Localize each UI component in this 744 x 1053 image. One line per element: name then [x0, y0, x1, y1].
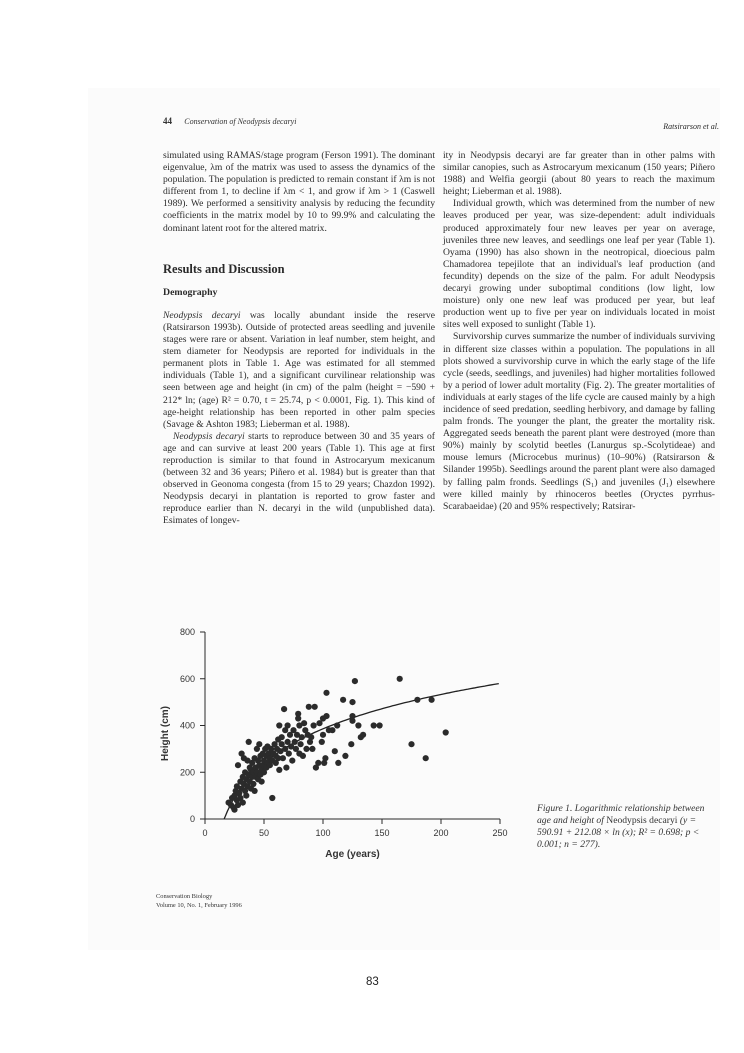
data-point: [269, 795, 275, 801]
species-name: Neodypsis decaryi: [173, 430, 245, 442]
data-point: [377, 722, 383, 728]
data-point: [259, 779, 265, 785]
subsection-heading: Demography: [163, 286, 218, 298]
paragraph-demography: Neodypsis decaryi was locally abundant inside the reserve (Ratsirarson 1993b). Outside of protected areas seedling and juvenile stages were rare or absent. Variation in leaf number, stem height, and stem diameter for Neodypsis are reported for individuals in the permanent plots in Table 1. Age was estimated for all stemmed individuals (Table 1), and a significant curvilinear relationship was seen between age and height (in cm) of the palm (height = −590 + 212* ln; (age) R² = 0.70, t = 25.74, p < 0.0001, Fig. 1). This kind of age-height relationship has been reported in other palm species (Savage & Ashton 1983; Lieberman et al. 1988).: [163, 309, 435, 430]
right-column: [443, 150, 715, 513]
data-point: [292, 739, 298, 745]
figure-caption: Figure 1. Logarithmic relationship between age and height of Neodypsis decaryi (y = 590.91 + 212.08 × ln (x); R² = 0.698; p < 0.001; n = 277).: [537, 803, 705, 850]
data-point: [349, 699, 355, 705]
data-point: [342, 753, 348, 759]
paragraph-reproduction: Neodypsis decaryi starts to reproduce between 30 and 35 years of age and can survive at least 200 years (Table 1). This age at first reproduction is similar to that found in Astrocaryum mexicanum (between 32 and 36 years; Piñero et al. 1984) but is greater than that observed in Geonoma congesta (from 15 to 29 years; Chazdon 1992). Neodypsis decaryi in plantation is reported to grow faster and reproduce earlier than N. decaryi in the wild (unpublished data). Esimates of longev-: [163, 430, 435, 527]
data-point: [281, 706, 287, 712]
data-point: [348, 741, 354, 747]
data-point: [414, 697, 420, 703]
data-point: [295, 715, 301, 721]
data-point: [309, 746, 315, 752]
data-point: [276, 767, 282, 773]
y-tick-label: 200: [179, 767, 195, 778]
x-tick-label: 250: [492, 828, 508, 838]
data-point: [246, 739, 252, 745]
x-tick-label: 150: [374, 828, 390, 838]
data-point: [315, 760, 321, 766]
x-tick-label: 50: [258, 828, 270, 838]
data-point: [360, 732, 366, 738]
data-point: [256, 741, 262, 747]
data-point: [335, 760, 341, 766]
data-point: [352, 678, 358, 684]
data-point: [320, 732, 326, 738]
y-tick-label: 800: [179, 627, 195, 637]
data-point: [319, 739, 325, 745]
data-point: [252, 788, 258, 794]
data-point: [443, 729, 449, 735]
footer-volume: Volume 10, No. 1, February 1996: [156, 901, 242, 909]
data-point: [371, 722, 377, 728]
data-point: [355, 722, 361, 728]
paragraph-growth: Individual growth, which was determined from the number of new leaves produced per year, was size-dependent: adult individuals produced approximately four new leaves per year on average, juveniles three new leaves, and seedlings one leaf per year (Table 1). Oyama (1990) has also shown in the neotropical, dioecious palm Chamadorea tepejilote that an individual's leaf production (and fecundity) depends on the size of the palm. For adult Neodypsis decaryi growing under suboptimal conditions (low light, low moisture) only one new leaf was produced per year, but leaf production went up to five per year on individuals located in moist sites well exposed to sunlight (Table 1).: [443, 198, 715, 331]
data-point: [299, 734, 305, 740]
x-tick-label: 200: [433, 828, 449, 838]
data-point: [311, 722, 317, 728]
y-axis-label: Height (cm): [160, 706, 171, 761]
section-heading: Results and Discussion: [163, 261, 285, 276]
species-name: Neodypsis decaryi: [163, 309, 241, 321]
running-title: Conservation of Neodypsis decaryi: [184, 117, 297, 126]
data-point: [301, 720, 307, 726]
data-point: [334, 722, 340, 728]
data-point: [298, 741, 304, 747]
data-point: [332, 748, 338, 754]
data-point: [322, 755, 328, 761]
data-point: [289, 758, 295, 764]
footer-journal: Conservation Biology: [156, 893, 213, 900]
chart-svg: [160, 620, 520, 870]
x-axis-label: Age (years): [325, 849, 380, 860]
data-point: [279, 734, 285, 740]
left-column: [163, 150, 435, 528]
caption-species: Neodypsis decaryi: [606, 815, 678, 826]
journal-footer: [156, 893, 242, 910]
data-point: [240, 800, 246, 806]
y-tick-label: 600: [179, 673, 195, 684]
paragraph-methods: simulated using RAMAS/stage program (Ferson 1991). The dominant eigenvalue, λm of the matrix was used to assess the dynamics of the population. The population is predicted to remain constant if λm is not different from 1, to decline if λm < 1, and grow if λm > 1 (Caswell 1989). We performed a sensitivity analysis by reducing the fecundity coefficients in the matrix model by 10 to 99.9% and calculating the dominant latent root for the altered matrix.: [163, 150, 435, 234]
x-tick-label: 100: [315, 828, 331, 838]
data-point: [243, 793, 249, 799]
figure-1-scatter-chart: [160, 620, 520, 870]
y-tick-label: 400: [179, 720, 195, 731]
data-point: [280, 755, 286, 761]
page-number: 83: [366, 976, 379, 988]
data-point: [340, 697, 346, 703]
data-point: [397, 676, 403, 682]
y-tick-label: 0: [189, 814, 195, 824]
data-point: [235, 762, 241, 768]
data-point: [306, 704, 312, 710]
data-point: [286, 751, 292, 757]
data-point: [323, 713, 329, 719]
running-head-authors: Ratsirarson et al.: [663, 122, 719, 131]
paragraph-survivorship: Survivorship curves summarize the number of individuals surviving in different size classes within a population. The populations in all plots showed a survivorship curve in which the early stage of the life cycle (seeds, seedlings, and juveniles) had higher mortalities followed by a period of lower adult mortality (Fig. 2). The greater mortalities of individuals at early stages of the life cycle are caused mainly by a high incidence of seed predation, seedling herbivory, and damage by falling palm fronds. The younger the plant, the greater the mortality risk. Aggregated seeds beneath the parent plant were destroyed (more than 90%) mainly by scolytid beetles (Lanurgus sp.-Scolytideae) and mouse lemurs (Microcebus murinus) (10–90%) (Ratsirarson & Silander 1995b). Seedlings around the parent plant were also damaged by falling palm fronds. Seedlings (S₁) and juveniles (J₁) elsewhere were killed mainly by rhinoceros beetles (Oryctes pyrrhus-Scarabaeidae) (20 and 95% respectively; Ratsirar-: [443, 331, 715, 512]
data-point: [300, 753, 306, 759]
data-point: [303, 746, 309, 752]
data-point: [323, 690, 329, 696]
data-point: [285, 722, 291, 728]
data-point: [276, 722, 282, 728]
caption-label: Figure 1.: [537, 803, 573, 814]
paragraph-longevity: ity in Neodypsis decaryi are far greater than in other palms with similar canopies, such as Astrocaryum mexicanum (150 years; Piñero 1988) and Welfia georgii (about 80 years to reach the maximum height; Lieberman et al. 1988).: [443, 150, 715, 198]
data-point: [329, 727, 335, 733]
running-head-left: [163, 116, 296, 126]
data-point: [312, 704, 318, 710]
data-point: [308, 734, 314, 740]
x-tick-label: 0: [202, 828, 208, 838]
data-point: [283, 765, 289, 771]
journal-page-number: 44: [163, 116, 172, 126]
data-point: [408, 741, 414, 747]
data-point: [349, 718, 355, 724]
data-point: [429, 697, 435, 703]
data-point: [423, 755, 429, 761]
data-point: [250, 781, 256, 787]
